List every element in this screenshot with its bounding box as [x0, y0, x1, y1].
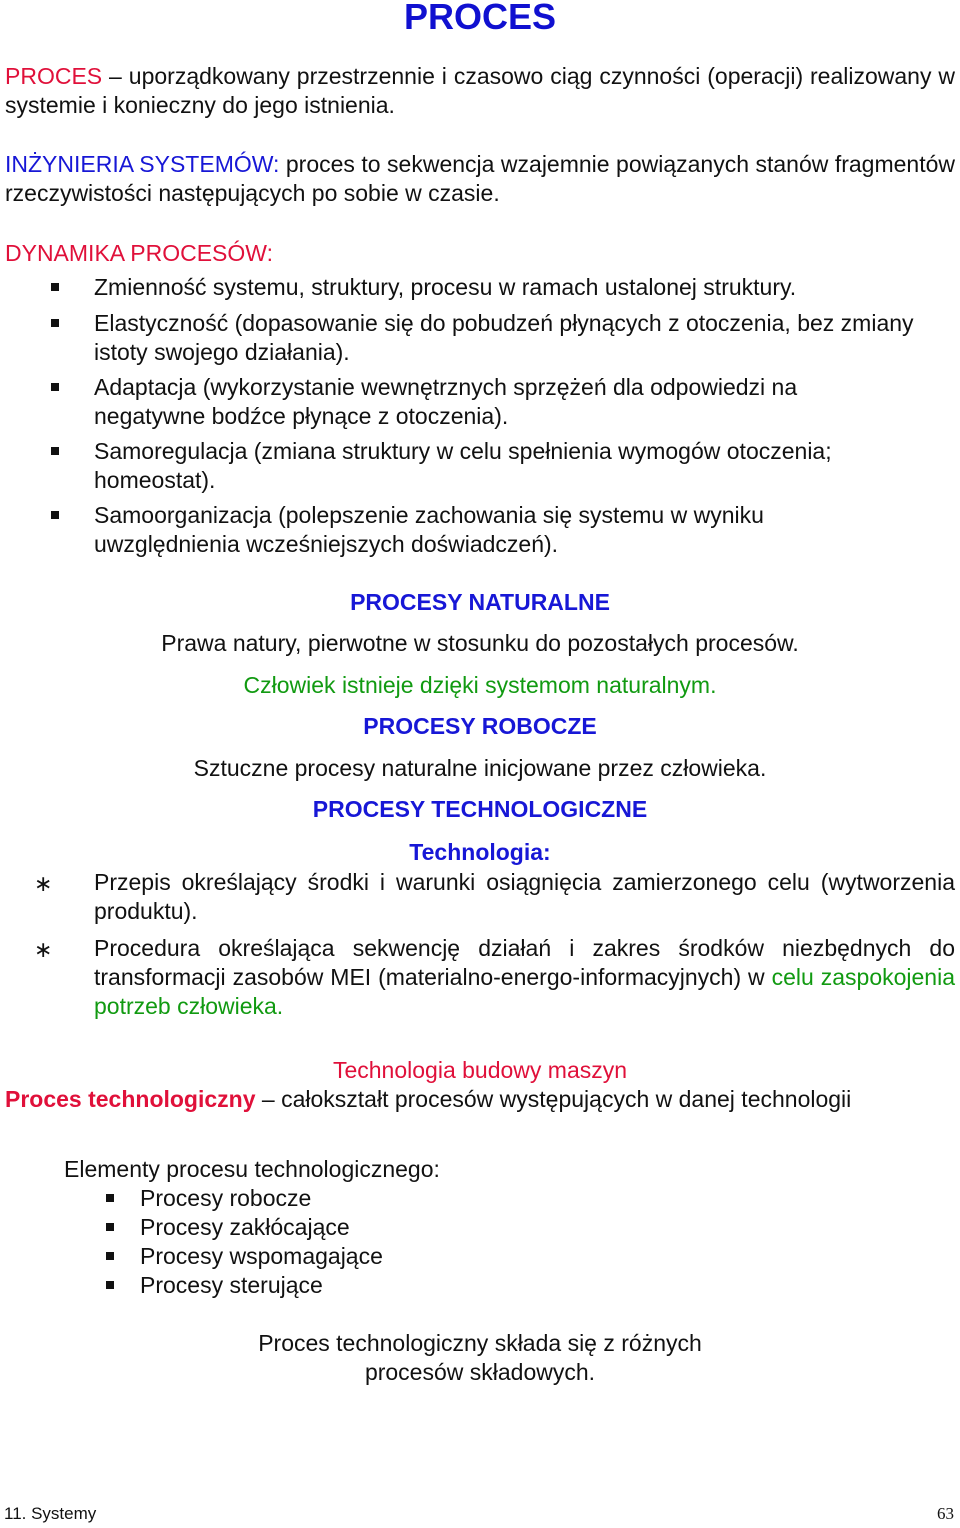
- elements-item-text: Procesy wspomagające: [140, 1243, 383, 1269]
- square-bullet-icon: [106, 1281, 114, 1289]
- square-bullet-icon: [106, 1223, 114, 1231]
- page-title: PROCES: [403, 0, 557, 37]
- elements-item-text: Procesy robocze: [140, 1185, 312, 1211]
- dynamics-item-text: Zmienność systemu, struktury, procesu w ramach ustalonej struktury.: [94, 274, 797, 300]
- square-bullet-icon: [51, 319, 59, 327]
- footer-page-number: 63: [937, 1504, 954, 1523]
- definition-term: PROCES: [5, 63, 103, 89]
- technology-item-2: [94, 934, 955, 1021]
- elements-item-text: Procesy sterujące: [140, 1272, 323, 1298]
- square-bullet-icon: [106, 1194, 114, 1202]
- square-bullet-icon: [106, 1252, 114, 1260]
- definition-text: uporządkowany przestrzennie i czasowo ciąg czynności (operacji) realizowany w systemie i konieczny do jego istnienia.: [5, 63, 955, 118]
- engineering-paragraph: [5, 150, 955, 208]
- technology-item-1: Przepis określający środki i warunki osiągnięcia zamierzonego celu (wytworzenia produktu).: [94, 869, 955, 924]
- definition-dash: –: [102, 63, 129, 89]
- elements-label: Elementy procesu technologicznego:: [64, 1156, 440, 1182]
- technology-item-2-goal: celu zaspokojenia potrzeb człowieka.: [94, 964, 955, 1019]
- dynamics-item-text: Samoorganizacja (polepszenie zachowania się systemu w wyniku uwzględnienia wcześniejszych doświadczeń).: [94, 502, 764, 557]
- engineering-text: proces to sekwencja wzajemnie powiązanych stanów fragmentów rzeczywistości następujących po sobie w czasie.: [5, 151, 955, 206]
- square-bullet-icon: [51, 383, 59, 391]
- dynamics-item-text: Adaptacja (wykorzystanie wewnętrznych sprzężeń dla odpowiedzi na negatywne bodźce płynące z otoczenia).: [94, 374, 798, 429]
- machine-tech-text: – całokształt procesów występujących w danej technologii: [255, 1086, 852, 1112]
- elements-item-text: Procesy zakłócające: [140, 1214, 350, 1240]
- definition-paragraph: [5, 62, 955, 120]
- natural-line2: Człowiek istnieje dzięki systemom naturalnym.: [243, 672, 717, 698]
- machine-tech-definition: [5, 1085, 851, 1114]
- working-heading: PROCESY ROBOCZE: [363, 713, 597, 739]
- technology-item-2-text: Procedura określająca sekwencję działań i zakres środków niezbędnych do transformacji zasobów MEI (materialno-energo-informacyjnych) w: [94, 935, 955, 990]
- square-bullet-icon: [51, 447, 59, 455]
- engineering-term: INŻYNIERIA SYSTEMÓW:: [5, 151, 280, 177]
- footer-chapter: 11. Systemy: [4, 1504, 97, 1523]
- closing-line1: Proces technologiczny składa się z różnych: [258, 1330, 702, 1356]
- dynamics-item-text: Elastyczność (dopasowanie się do pobudzeń płynących z otoczenia, bez zmiany istoty swojego działania).: [94, 310, 914, 365]
- square-bullet-icon: [51, 511, 59, 519]
- closing-line2: procesów składowych.: [364, 1359, 596, 1385]
- natural-heading: PROCESY NATURALNE: [350, 589, 610, 615]
- asterisk-bullet-icon: ∗: [34, 937, 53, 962]
- square-bullet-icon: [51, 283, 59, 291]
- working-line1: Sztuczne procesy naturalne inicjowane przez człowieka.: [193, 755, 767, 781]
- natural-line1: Prawa natury, pierwotne w stosunku do pozostałych procesów.: [161, 630, 799, 656]
- machine-tech-heading: Technologia budowy maszyn: [332, 1057, 628, 1083]
- dynamics-item-text: Samoregulacja (zmiana struktury w celu spełnienia wymogów otoczenia; homeostat).: [94, 438, 832, 493]
- machine-tech-term: Proces technologiczny: [5, 1086, 256, 1112]
- asterisk-bullet-icon: ∗: [34, 871, 53, 896]
- dynamics-heading: DYNAMIKA PROCESÓW:: [5, 240, 273, 266]
- technology-subheading: Technologia:: [409, 839, 551, 865]
- technological-heading: PROCESY TECHNOLOGICZNE: [312, 796, 648, 822]
